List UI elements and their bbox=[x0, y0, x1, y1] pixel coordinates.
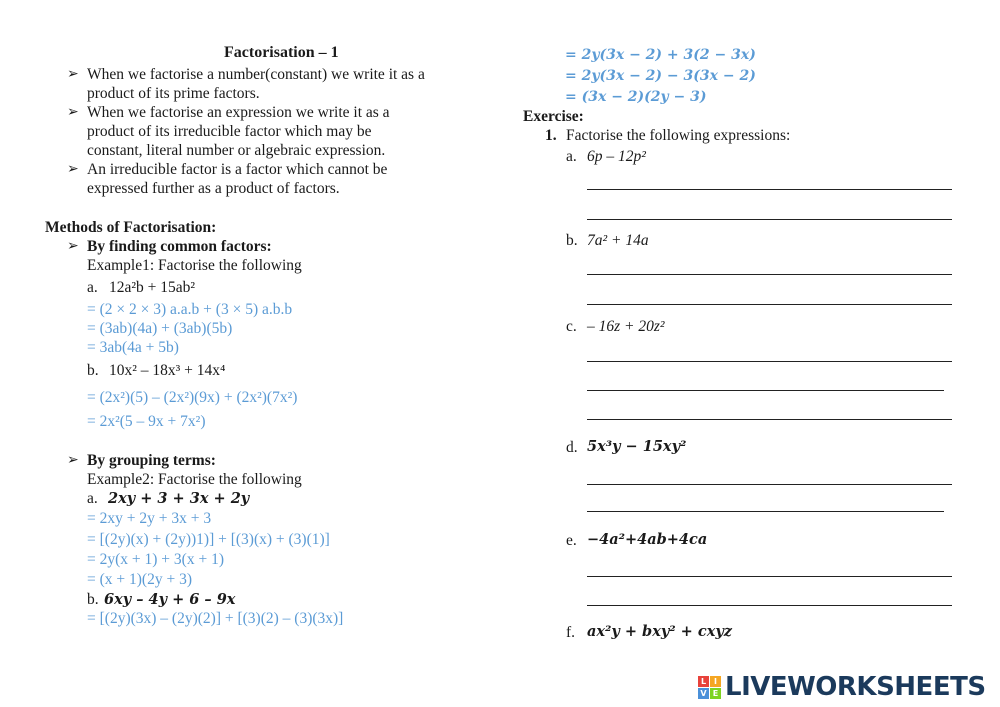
common-factors-heading: By finding common factors: bbox=[87, 238, 272, 255]
exercise-heading: Exercise: bbox=[523, 108, 584, 125]
solution-step: = (3x − 2)(2y − 3) bbox=[565, 89, 707, 105]
methods-heading: Methods of Factorisation: bbox=[45, 219, 217, 236]
logo-text: LIVEWORKSHEETS bbox=[725, 672, 986, 702]
answer-line[interactable] bbox=[587, 484, 952, 485]
intro-text: constant, literal number or algebraic expression. bbox=[87, 142, 386, 159]
answer-line[interactable] bbox=[587, 361, 952, 362]
exercise-e-expr: −4a²+4ab+4ca bbox=[587, 531, 708, 548]
answer-line[interactable] bbox=[587, 274, 952, 275]
intro-text: An irreducible factor is a factor which cannot be bbox=[87, 161, 388, 178]
logo-letter: E bbox=[710, 688, 721, 699]
answer-line[interactable] bbox=[587, 304, 952, 305]
answer-line[interactable] bbox=[587, 511, 944, 512]
item-label: c. bbox=[566, 318, 577, 335]
item-label: a. bbox=[87, 279, 98, 296]
bullet-arrow-icon: ➢ bbox=[67, 162, 79, 177]
solution-step: = (3ab)(4a) + (3ab)(5b) bbox=[87, 320, 233, 337]
item-label: b. bbox=[87, 591, 99, 608]
logo-letter: I bbox=[710, 676, 721, 687]
intro-text: expressed further as a product of factors. bbox=[87, 180, 340, 197]
logo-grid-icon bbox=[698, 676, 721, 699]
exercise-f-expr: ax²y + bxy² + cxyz bbox=[587, 623, 732, 640]
item-label: d. bbox=[566, 439, 578, 456]
intro-text: When we factorise a number(constant) we write it as a bbox=[87, 66, 425, 83]
solution-step: = [(2y)(3x) – (2y)(2)] + [(3)(2) – (3)(3x)] bbox=[87, 610, 344, 627]
solution-step: = 2y(3x − 2) − 3(3x − 2) bbox=[565, 68, 756, 84]
solution-step: = 3ab(4a + 5b) bbox=[87, 339, 179, 356]
answer-line[interactable] bbox=[587, 605, 952, 606]
question-number: 1. bbox=[545, 127, 557, 144]
answer-line[interactable] bbox=[587, 390, 944, 391]
example1b-problem: 10x² – 18x³ + 14x⁴ bbox=[109, 362, 226, 379]
logo-letter: V bbox=[698, 688, 709, 699]
solution-step: = 2x²(5 – 9x + 7x²) bbox=[87, 413, 206, 430]
exercise-c-expr: – 16z + 20z² bbox=[587, 318, 665, 335]
example2b-problem: 6xy – 4y + 6 – 9x bbox=[104, 591, 236, 608]
solution-step: = (2x²)(5) – (2x²)(9x) + (2x²)(7x²) bbox=[87, 389, 298, 406]
example1a-problem: 12a²b + 15ab² bbox=[109, 279, 196, 296]
exercise-b-expr: 7a² + 14a bbox=[587, 232, 649, 249]
bullet-arrow-icon: ➢ bbox=[67, 67, 79, 82]
bullet-arrow-icon: ➢ bbox=[67, 105, 79, 120]
solution-step: = (2 × 2 × 3) a.a.b + (3 × 5) a.b.b bbox=[87, 301, 293, 318]
liveworksheets-logo bbox=[698, 672, 986, 702]
solution-step: = 2xy + 2y + 3x + 3 bbox=[87, 510, 212, 527]
bullet-arrow-icon: ➢ bbox=[67, 453, 79, 468]
logo-letter: L bbox=[698, 676, 709, 687]
item-label: a. bbox=[566, 148, 577, 165]
bullet-arrow-icon: ➢ bbox=[67, 239, 79, 254]
exercise-a-expr: 6p – 12p² bbox=[587, 148, 646, 165]
example1-label: Example1: Factorise the following bbox=[87, 257, 302, 274]
solution-step: = [(2y)(x) + (2y))1)] + [(3)(x) + (3)(1)] bbox=[87, 531, 330, 548]
answer-line[interactable] bbox=[587, 419, 952, 420]
page-title: Factorisation – 1 bbox=[224, 44, 339, 61]
exercise-d-expr: 5x³y − 15xy² bbox=[587, 438, 687, 455]
solution-step: = 2y(3x − 2) + 3(2 − 3x) bbox=[565, 47, 756, 63]
solution-step: = (x + 1)(2y + 3) bbox=[87, 571, 192, 588]
example2-label: Example2: Factorise the following bbox=[87, 471, 302, 488]
item-label: a. bbox=[87, 490, 98, 507]
item-label: f. bbox=[566, 624, 576, 641]
grouping-heading: By grouping terms: bbox=[87, 452, 216, 469]
example2a-problem: 2xy + 3 + 3x + 2y bbox=[108, 490, 250, 507]
item-label: e. bbox=[566, 532, 577, 549]
answer-line[interactable] bbox=[587, 576, 952, 577]
answer-line[interactable] bbox=[587, 219, 952, 220]
solution-step: = 2y(x + 1) + 3(x + 1) bbox=[87, 551, 224, 568]
item-label: b. bbox=[566, 232, 578, 249]
item-label: b. bbox=[87, 362, 99, 379]
intro-text: product of its irreducible factor which may be bbox=[87, 123, 372, 140]
intro-text: When we factorise an expression we write it as a bbox=[87, 104, 390, 121]
question-text: Factorise the following expressions: bbox=[566, 127, 791, 144]
answer-line[interactable] bbox=[587, 189, 952, 190]
intro-text: product of its prime factors. bbox=[87, 85, 260, 102]
